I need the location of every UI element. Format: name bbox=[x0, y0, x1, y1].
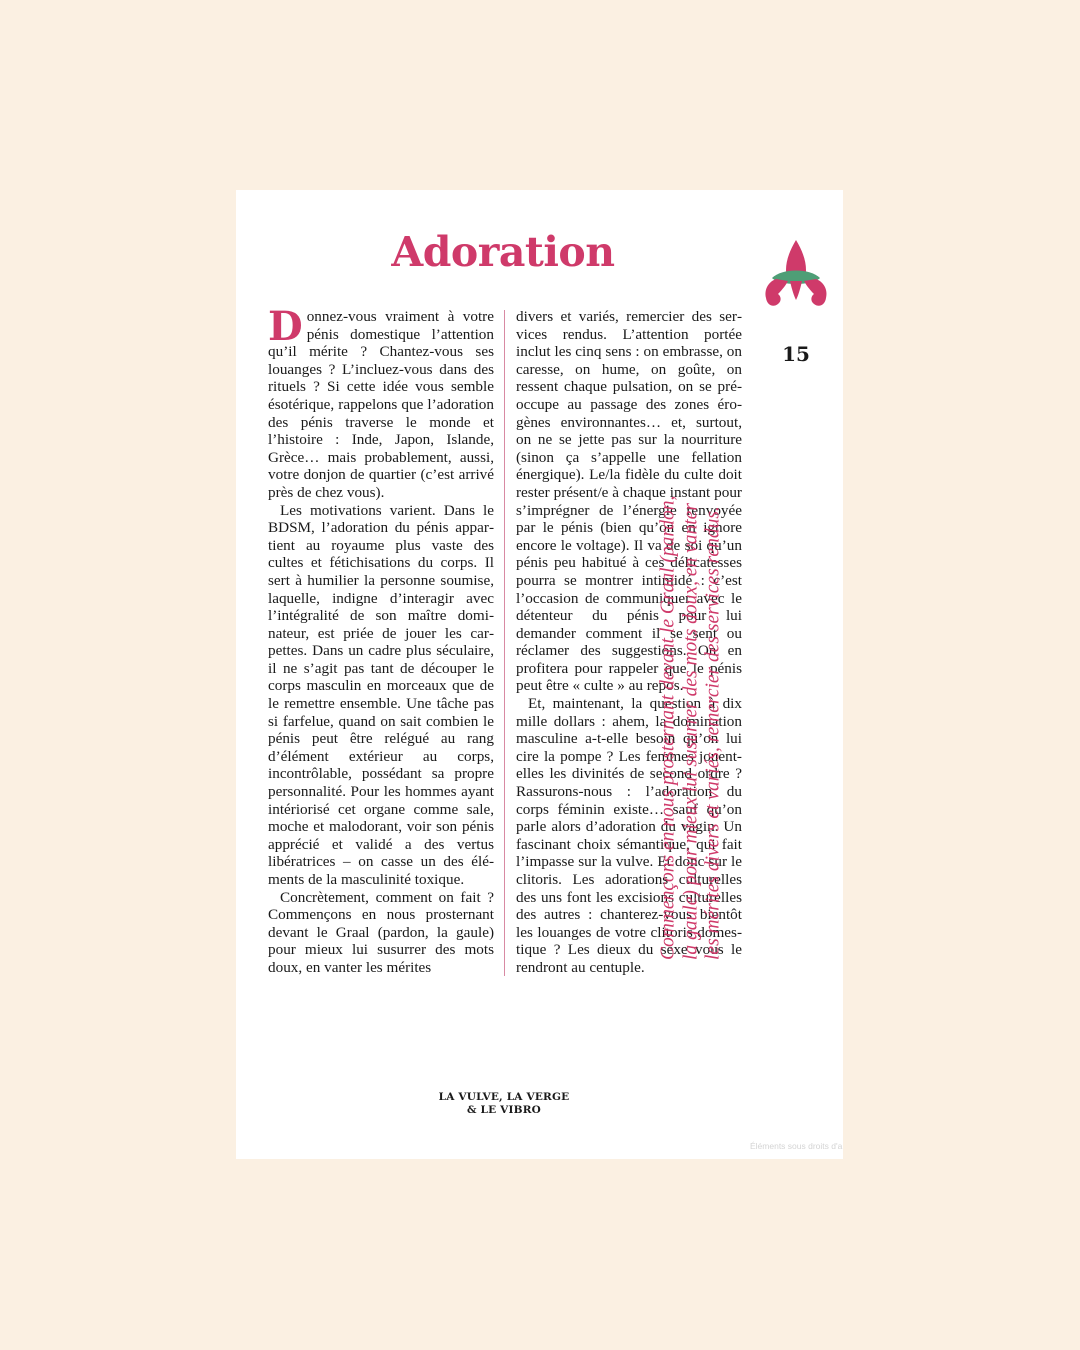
column-divider bbox=[504, 310, 505, 976]
flower-ornament-icon bbox=[760, 238, 832, 314]
article-column-left bbox=[268, 303, 494, 977]
paragraph: divers et variés, remercier des services rendus. L’attention portée inclut les cinq sens : on embrasse, on caresse, on hume, on goûte, on ressent chaque pulsation, on se préoccupe au passage des zones érogènes environnantes… et, surtout, on ne se jette pas sur la nourriture (sinon ça s’appelle une fellation énergique). Le/la fidèle du culte doit rester présent/e à chaque instant pour s’imprégner de l’énergie renvoyée par le pénis (bien qu’on en ignore encore le voltage). Il va de soi qu’un pénis peu habitué à ces délicatesses pourra se montrer intimidé : c’est l’occasion de communiquer avec le détenteur du pénis pour lui demander comment il se sent ou réclamer des suggestions. On en profitera pour rappeler que le pénis peut être « culte » au repos. bbox=[516, 308, 742, 695]
book-title-footer bbox=[436, 1091, 572, 1117]
page-number: 15 bbox=[782, 342, 810, 366]
paragraph-text: onnez-vous vraiment à votre pénis domestique l’attention qu’il mérite ? Chantez-vous ses louanges ? L’incluez-vous dans des rituels ? Si cette idée vous semble ésotérique, rappelons que l’adoration des pénis traverse le monde et l’histoire : Inde, Japon, Islande, Grèce… mais probablement, aussi, votre donjon de quartier (c’est arrivé près de chez vous). bbox=[268, 308, 494, 501]
drop-cap: D bbox=[268, 303, 303, 350]
paragraph bbox=[268, 303, 494, 502]
paragraph: Concrètement, comment on fait ? Commençons en nous prosternant devant le Graal (pardon, la gaule) pour mieux lui susurrer des mots doux, en vanter les mérites bbox=[268, 888, 494, 976]
page-title: Adoration bbox=[391, 228, 615, 276]
pull-quote: Commençons en nous prosternant devant le Graal (pardon, la gaule) pour mieux lui susurrer des mots doux, en vanter les mérites divers et variés, remercier des services rendus. bbox=[657, 495, 724, 960]
book-page bbox=[236, 190, 843, 1159]
paragraph: Les motivations varient. Dans le BDSM, l’adoration du pénis appartient au royaume plus vaste des cultes et fétichisations du corps. Il sert à humilier la personne soumise, laquelle, indigne d’interagir avec l’intégralité de son maître dominateur, est priée de jouer les carpettes. Dans un cadre plus séculaire, il ne s’agit pas tant de découper le corps masculin en morceaux que de le remettre ensemble. Une tâche pas si farfelue, quand on sait combien le pénis peut être relégué au rang d’élément extérieur au corps, incontrôlable, possédant sa propre personnalité. Pour les hommes ayant intériorisé cet organe comme sale, moche et malodorant, voir son pénis apprécié et validé a des vertus libératrices – on casse un des éléments de la masculinité toxique. bbox=[268, 501, 494, 888]
footer-line: LA VULVE, LA VERGE bbox=[438, 1091, 570, 1103]
paragraph: Et, maintenant, la question à dix mille dollars : ahem, la domination masculine a-t-elle besoin qu’on lui cire la pompe ? Les femmes jouent-elles les divinités de second ordre ? Rassurons-nous : l’adoration du corps féminin existe… sauf qu’on parle alors d’adoration du vagin. Un fascinant choix sémantique, qui fait l’impasse sur la vulve. Et donc sur le clitoris. Les adorations culturelles des uns font les excisions culturelles des autres : chanterez-vous bientôt les louanges de votre clitoris domestique ? Les dieux du sexe vous le rendront au centuple. bbox=[516, 695, 742, 976]
footer-line: & LE VIBRO bbox=[467, 1104, 541, 1116]
copyright-watermark: Éléments sous droits d'a bbox=[750, 1141, 843, 1151]
